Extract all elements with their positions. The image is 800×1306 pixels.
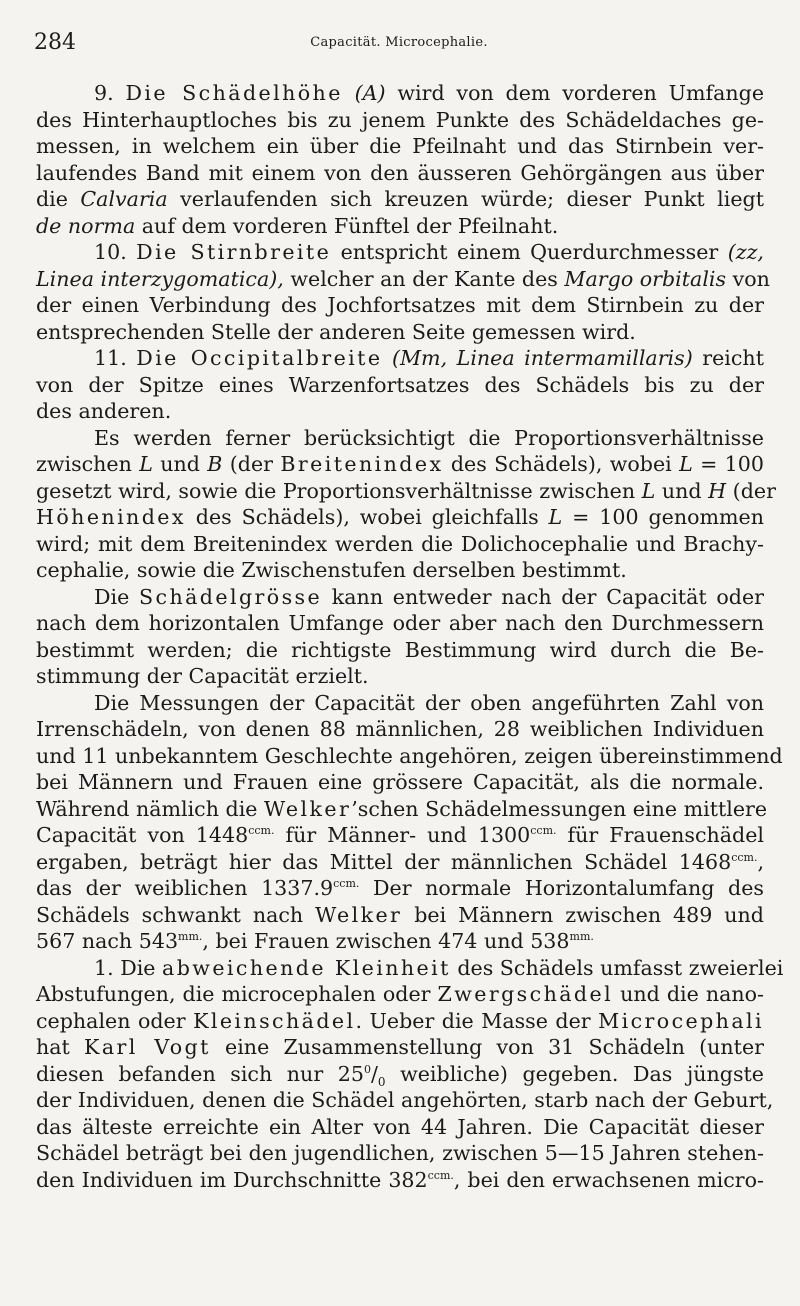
text-line <box>36 1167 764 1194</box>
text-line <box>36 663 764 690</box>
text-segment: , <box>757 849 764 874</box>
text-segment: Abstufungen, die microcephalen oder <box>36 982 438 1006</box>
text-segment: des Schädels), wobei gleichfalls <box>185 505 549 529</box>
text-line <box>36 769 764 796</box>
text-segment: eine Zusammenstellung von 31 Schädeln (unter <box>210 1035 764 1059</box>
text-segment: (der <box>222 452 281 476</box>
text-line <box>36 1061 764 1088</box>
text-line <box>36 610 764 637</box>
text-segment: 10. <box>94 240 137 264</box>
text-line <box>36 1034 764 1061</box>
text-segment: abweichende Kleinheit <box>162 955 451 980</box>
text-segment: L <box>548 505 563 529</box>
body-text <box>36 80 784 1193</box>
text-segment: (der <box>726 478 776 503</box>
text-segment: (Mm, Linea intermamillaris) <box>391 346 693 370</box>
text-segment: für Frauenschädel <box>556 823 765 847</box>
text-segment: L <box>139 452 153 476</box>
text-line <box>36 716 764 743</box>
text-segment: Welker <box>264 796 352 821</box>
text-segment: und die nano- <box>613 982 764 1006</box>
text-segment: Die Occipitalbreite <box>136 346 383 370</box>
text-segment: 567 nach 543 <box>36 929 179 953</box>
text-segment: bestimmt werden; die richtigste Bestimmung wird durch die Be- <box>36 637 764 662</box>
text-segment: diesen befanden sich nur 25 <box>36 1061 364 1086</box>
text-segment: Schädels schwankt nach <box>36 902 316 927</box>
text-segment: Kleinschädel <box>193 1008 356 1033</box>
text-line <box>36 928 764 955</box>
text-segment: Calvaria <box>80 187 168 211</box>
text-segment: weibliche) gegeben. Das jüngste <box>385 1061 764 1086</box>
text-segment: gesetzt wird, sowie die Proportionsverhältnisse zwischen <box>36 478 642 503</box>
text-segment: und <box>655 478 709 503</box>
text-segment: des anderen. <box>36 399 172 423</box>
text-line <box>36 743 783 770</box>
text-line <box>36 160 764 187</box>
text-segment: entspricht einem Querdurchmesser <box>331 240 728 264</box>
text-line <box>36 425 764 452</box>
text-line <box>36 266 770 293</box>
text-segment: für Männer- und 1300 <box>274 823 531 847</box>
text-segment: mm. <box>569 930 594 944</box>
text-segment: des Schädels umfasst zweierlei <box>450 955 784 980</box>
text-line <box>36 319 764 346</box>
text-segment: von <box>726 266 770 291</box>
text-segment <box>382 346 392 370</box>
text-segment: Welker <box>315 902 403 927</box>
page-header <box>34 30 764 62</box>
text-segment: Die Stirnbreite <box>136 240 332 264</box>
text-line <box>36 133 764 160</box>
text-segment: und <box>152 452 208 476</box>
text-segment: Schädel beträgt bei den jugendlichen, zwischen 5—15 Jahren stehen- <box>36 1141 764 1165</box>
text-line <box>36 186 764 213</box>
text-segment: Es werden ferner berücksichtigt die Proportionsverhältnisse <box>94 425 764 450</box>
text-line <box>36 584 764 611</box>
text-segment: 9. <box>94 81 126 105</box>
page-number: 284 <box>34 30 76 55</box>
text-segment <box>343 81 355 105</box>
text-line <box>36 637 764 664</box>
text-segment: der Individuen, denen die Schädel angehörten, starb nach der Geburt, <box>36 1088 774 1112</box>
text-segment: Der normale Horizontalumfang des <box>359 876 764 900</box>
text-segment: von der Spitze eines Warzenfortsatzes des Schädels bis zu der <box>36 372 764 397</box>
text-segment: Während nämlich die <box>36 796 265 821</box>
text-segment: verlaufenden sich kreuzen würde; dieser Punkt liegt <box>167 187 764 211</box>
text-segment: (zz, <box>727 240 764 264</box>
text-line <box>36 107 764 134</box>
text-segment: Capacität von 1448 <box>36 823 249 847</box>
text-segment: de norma <box>36 213 136 238</box>
text-segment: = 100 genommen <box>562 505 764 529</box>
text-segment: , bei den erwachsenen micro- <box>453 1167 764 1192</box>
text-line <box>36 822 764 849</box>
text-segment: bei Männern und Frauen eine grössere Capacität, als die normale. <box>36 770 764 794</box>
text-segment: Microcephali <box>598 1008 764 1033</box>
text-segment: 1. Die <box>94 955 163 980</box>
text-line <box>36 875 764 902</box>
text-line <box>36 796 768 823</box>
text-segment: ccm. <box>248 824 275 838</box>
text-segment: 11. <box>94 346 137 370</box>
text-line <box>36 239 764 266</box>
text-line <box>36 981 764 1008</box>
text-segment: hat <box>36 1035 85 1059</box>
text-segment: die <box>36 187 81 211</box>
text-segment: Karl Vogt <box>84 1035 211 1059</box>
text-segment: L <box>679 452 693 476</box>
text-line <box>36 902 764 929</box>
text-segment: zwischen <box>36 452 140 476</box>
text-segment: mm. <box>178 930 203 944</box>
text-segment: stimmung der Capacität erzielt. <box>36 664 369 688</box>
running-title: Capacität. Microcephalie. <box>310 35 488 50</box>
text-segment: = 100 <box>692 452 764 476</box>
text-segment: Die Schädelhöhe <box>125 81 343 105</box>
text-line <box>36 1140 764 1167</box>
text-line <box>36 1114 764 1141</box>
text-line <box>36 1087 774 1114</box>
text-segment: laufendes Band mit einem von den äusseren Gehörgängen aus über <box>36 160 764 185</box>
text-segment: ergaben, beträgt hier das Mittel der männlichen Schädel 1468 <box>36 849 732 874</box>
text-line <box>36 478 776 505</box>
text-segment: das der weiblichen 1337.9 <box>36 876 334 900</box>
text-line <box>36 955 784 982</box>
text-line <box>36 398 764 425</box>
text-segment: welcher an der Kante des <box>283 266 565 291</box>
text-segment: Breitenindex <box>280 452 444 476</box>
text-segment: Margo orbitalis <box>564 266 727 291</box>
text-segment: wird; mit dem Breitenindex werden die Dolichocephalie und Brachy- <box>36 531 764 556</box>
text-line <box>36 849 764 876</box>
text-line <box>36 372 764 399</box>
text-segment: Linea interzygomatica), <box>36 266 284 291</box>
text-segment: cephalen oder <box>36 1008 194 1033</box>
text-segment: ccm. <box>731 850 758 864</box>
text-segment: wird von dem vorderen Umfange <box>385 81 765 105</box>
text-segment: das älteste erreichte ein Alter von 44 Jahren. Die Capacität dieser <box>36 1114 764 1139</box>
text-line <box>36 557 764 584</box>
text-segment: des Hinterhauptloches bis zu jenem Punkte des Schädeldaches ge- <box>36 107 764 132</box>
text-segment: der einen Verbindung des Jochfortsatzes mit dem Stirnbein zu der <box>36 293 764 317</box>
text-line <box>36 531 764 558</box>
text-segment: den Individuen im Durchschnitte 382 <box>36 1167 428 1192</box>
text-segment: B <box>207 452 223 476</box>
text-segment: des Schädels), wobei <box>443 452 680 476</box>
text-segment: (A) <box>354 81 386 105</box>
text-segment: L <box>641 478 656 503</box>
text-segment: / <box>370 1061 378 1086</box>
text-line <box>36 1008 764 1035</box>
text-line <box>36 80 764 107</box>
text-segment: nach dem horizontalen Umfange oder aber nach den Durchmessern <box>36 611 764 635</box>
text-segment: Die Messungen der Capacität der oben angeführten Zahl von <box>94 690 764 715</box>
text-segment: Irrenschädeln, von denen 88 männlichen, 28 weiblichen Individuen <box>36 717 764 741</box>
text-segment: messen, in welchem ein über die Pfeilnaht und das Stirnbein ver- <box>36 134 764 158</box>
text-line <box>36 292 764 319</box>
text-segment: Höhenindex <box>36 505 186 529</box>
text-segment: Zwergschädel <box>437 982 614 1006</box>
text-segment: reicht <box>692 346 764 370</box>
text-line <box>36 504 764 531</box>
text-segment: entsprechenden Stelle der anderen Seite gemessen wird. <box>36 319 636 344</box>
text-segment: , bei Frauen zwischen 474 und 538 <box>202 929 570 953</box>
text-segment: auf dem vorderen Fünftel der Pfeilnaht. <box>135 213 559 238</box>
text-segment: kann entweder nach der Capacität oder <box>322 584 764 609</box>
text-segment: und 11 unbekanntem Geschlechte angehören, zeigen übereinstimmend <box>36 743 783 768</box>
text-segment: ccm. <box>530 824 557 838</box>
text-line <box>36 213 764 240</box>
text-line <box>36 690 764 717</box>
text-segment: 0 <box>377 1074 386 1089</box>
text-segment: cephalie, sowie die Zwischenstufen derselben bestimmt. <box>36 558 627 582</box>
text-segment: . Ueber die Masse der <box>355 1008 599 1033</box>
text-segment: ccm. <box>427 1168 454 1182</box>
text-segment: ’schen Schädelmessungen eine mittlere <box>351 796 768 821</box>
text-line <box>36 345 764 372</box>
text-segment: H <box>708 478 727 503</box>
text-segment: ccm. <box>333 877 360 891</box>
text-line <box>36 451 764 478</box>
text-segment: bei Männern zwischen 489 und <box>402 902 764 927</box>
text-segment: 0 <box>363 1062 371 1076</box>
text-segment: Die <box>94 584 139 609</box>
text-segment: Schädelgrösse <box>139 584 323 609</box>
